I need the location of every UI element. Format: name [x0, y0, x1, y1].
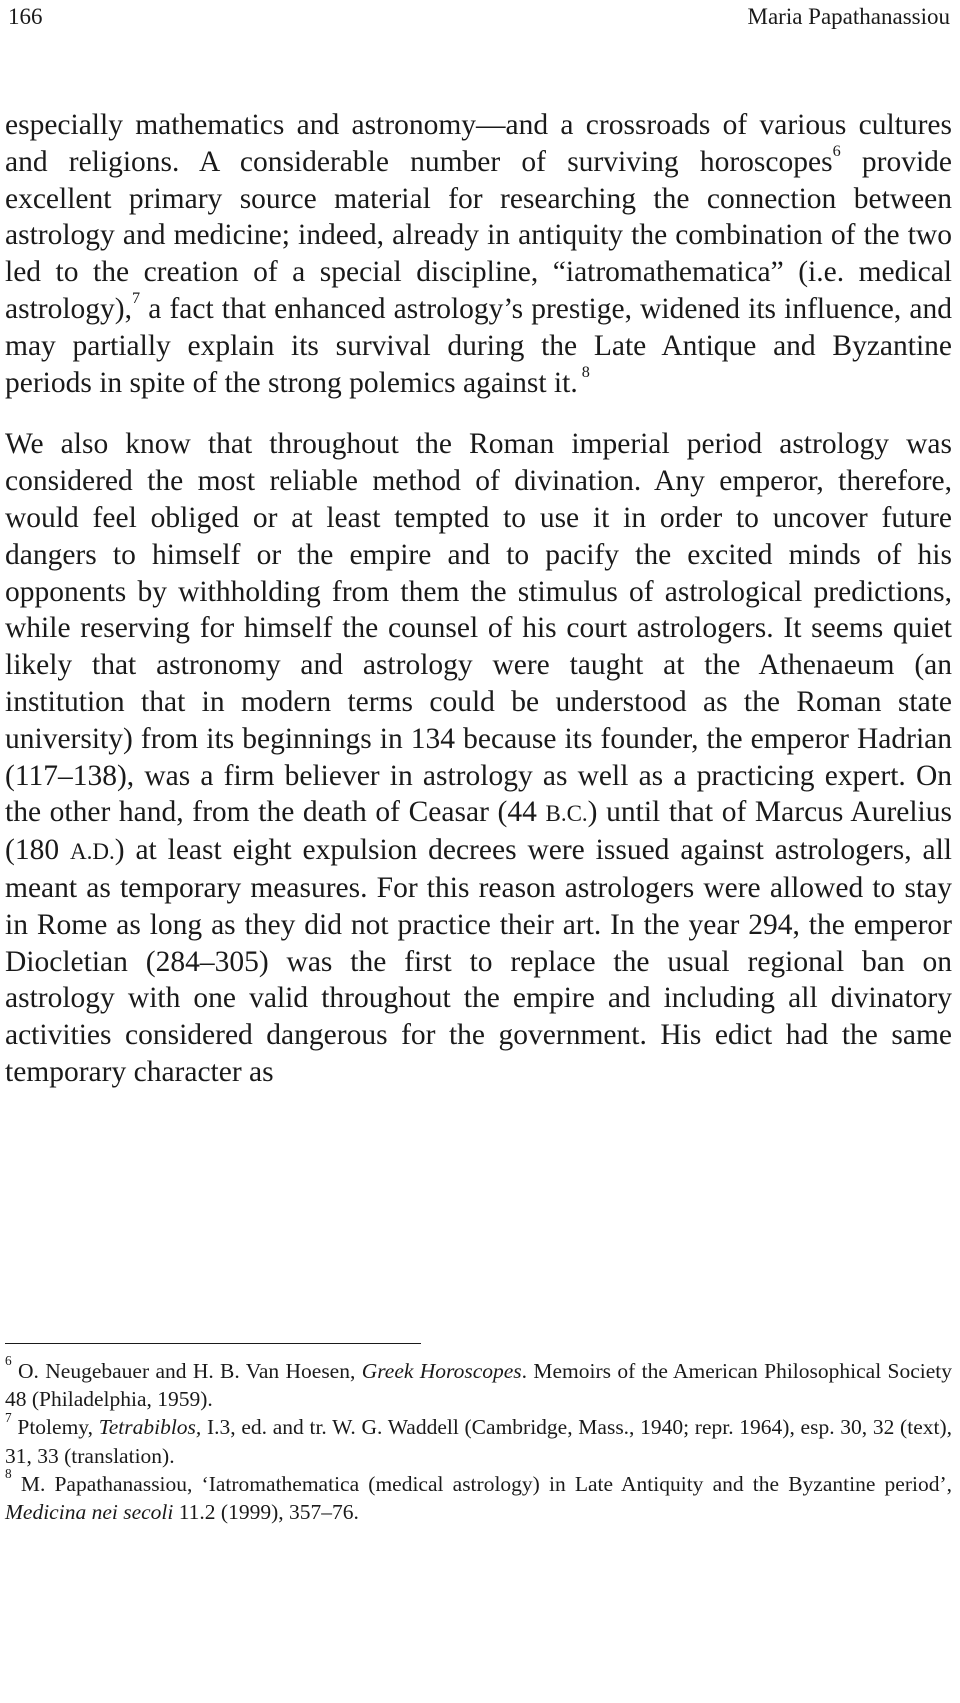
footnote-number: 7 — [5, 1409, 12, 1425]
footnote-8 — [5, 1466, 952, 1526]
footnote-separator — [5, 1343, 421, 1344]
footnote-title: Tetrabiblos, — [98, 1415, 202, 1440]
paragraph-2-text-b: ) until that of Marcus Aurelius (180 — [5, 796, 952, 867]
footnote-number: 8 — [5, 1466, 12, 1481]
footnote-number: 6 — [5, 1353, 12, 1369]
running-head-author: Maria Papathanassiou — [747, 4, 950, 29]
footnote-text: Ptolemy, — [11, 1415, 99, 1440]
footnote-text: . Memoirs of the American Philosophical Society 48 (Philadelphia, 1959). — [5, 1359, 952, 1412]
footnote-ref-6[interactable]: 6 — [832, 141, 841, 160]
footnote-title: Greek Horoscopes — [361, 1359, 522, 1383]
paragraph-1 — [5, 107, 952, 401]
footnote-text: I.3, ed. and tr. W. G. Waddell (Cambridge, Mass., 1940; repr. 1964), esp. 30, 32 (text), 31, 33 (translation). — [5, 1415, 952, 1468]
footnote-text: O. Neugebauer and H. B. Van Hoesen, — [11, 1359, 362, 1383]
paragraph-1-text-b: provide excellent primary source material for researching the connection between astrology and medicine; indeed, already in antiquity the combination of the two led to the creation of a special discipline, “iatromathematica” (i.e. medical astrology), — [5, 145, 952, 325]
paragraph-1-text-c: a fact that enhanced astrology’s prestige, widened its influence, and may partially explain its survival during the Late Antique and Byzantine periods in spite of the strong polemics against it. — [5, 292, 952, 399]
main-text — [5, 107, 952, 1091]
footnote-6 — [5, 1353, 952, 1413]
ad-abbreviation: A.D. — [69, 838, 115, 865]
footnote-text: 11.2 (1999), 357–76. — [173, 1500, 359, 1525]
page-number: 166 — [8, 4, 43, 29]
footnote-text: M. Papathanassiou, ‘Iatromathematica (medical astrology) in Late Antiquity and the Byzantine period’, — [11, 1471, 952, 1496]
bc-abbreviation: B.C. — [545, 800, 588, 827]
footnote-ref-7[interactable]: 7 — [132, 289, 141, 308]
footnote-ref-8[interactable]: 8 — [577, 362, 590, 381]
footnote-7 — [5, 1409, 952, 1469]
paragraph-2-text-a: We also know that throughout the Roman imperial period astrology was considered the most reliable method of divination. Any emperor, therefore, would feel obliged or at least tempted to use it in order to uncover future dangers to himself or the empire and to pacify the excited minds of his opponents by withholding from them the stimulus of astrological predictions, while reserving for himself the counsel of his court astrologers. It seems quiet likely that astronomy and astrology were taught at the Athenaeum (an institution that in modern terms could be understood as the Roman state university) from its beginnings in 134 because its founder, the emperor Hadrian (117–138), was a firm believer in astrology as well as a practicing expert. On the other hand, from the death of Ceasar (44 — [5, 428, 952, 829]
paragraph-1-text-a: especially mathematics and astronomy—and a crossroads of various cultures and religions. A considerable number of surviving horoscopes — [5, 109, 952, 178]
paragraph-2-text-c: ) at least eight expulsion decrees were issued against astrologers, all meant as temporary measures. For this reason astrologers were allowed to stay in Rome as long as they did not practice their art. In the year 294, the emperor Diocletian (284–305) was the first to replace the usual regional ban on astrology with one valid throughout the empire and including all divinatory activities considered dangerous for the government. His edict had the same temporary character as — [5, 834, 952, 1088]
footnotes — [5, 1353, 952, 1526]
footnote-title: Medicina nei secoli — [5, 1500, 174, 1525]
paragraph-2 — [5, 426, 952, 1090]
